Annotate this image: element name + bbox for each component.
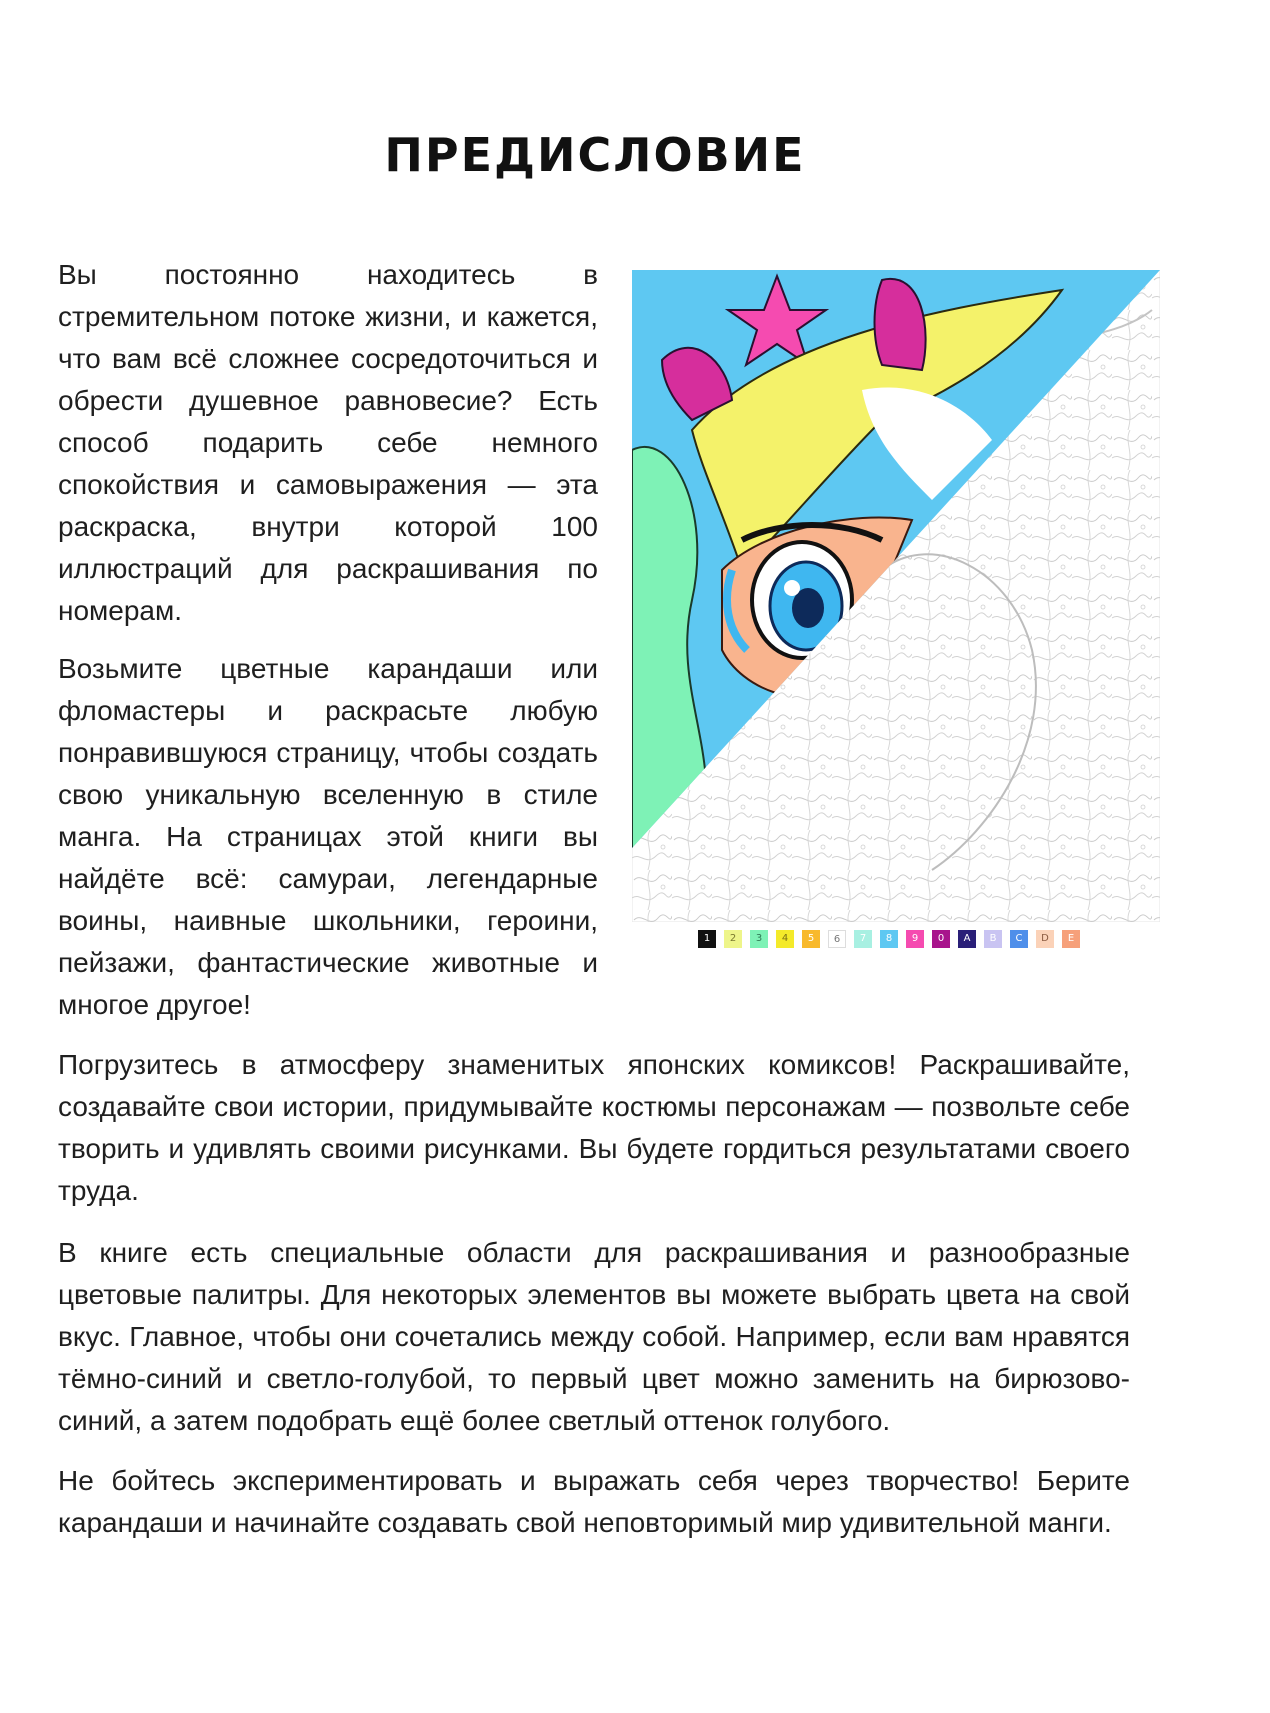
page-title: ПРЕДИСЛОВИЕ (384, 128, 806, 182)
palette-swatch-7: 7 (854, 930, 872, 948)
palette-swatch-A: A (958, 930, 976, 948)
eye-highlight (784, 580, 800, 596)
paragraph-palettes: В книге есть специальные области для раскрашивания и разнообразные цветовые палитры. Для некоторых элементов вы можете выбрать цвета на свой вкус. Главное, чтобы они сочетались между собой. Например, если вам нравятся тёмно-синий и светло-голубой, то первый цвет можно заменить на бирюзово-синий, а затем подобрать ещё более светлый оттенок голубого. (58, 1237, 1130, 1436)
paragraph-experiment: Не бойтесь экспериментировать и выражать себя через творчество! Берите карандаши и начинайте создавать свой неповторимый мир удивительной манги. (58, 1465, 1130, 1538)
palette-swatch-D: D (1036, 930, 1054, 948)
palette-swatch-4: 4 (776, 930, 794, 948)
palette-swatch-0: 0 (932, 930, 950, 948)
palette-swatch-2: 2 (724, 930, 742, 948)
paragraph-comics: Погрузитесь в атмосферу знаменитых японских комиксов! Раскрашивайте, создавайте свои истории, придумывайте костюмы персонажам — позвольте себе творить и удивлять своими рисунками. Вы будете гордиться результатами своего труда. (58, 1049, 1130, 1206)
palette-swatch-8: 8 (880, 930, 898, 948)
palette-swatch-5: 5 (802, 930, 820, 948)
palette-swatch-9: 9 (906, 930, 924, 948)
palette-swatch-E: E (1062, 930, 1080, 948)
paragraph-intro: Вы постоянно находитесь в стремительном потоке жизни, и кажется, что вам всё сложнее сосредоточиться и обрести душевное равновесие? Есть способ подарить себе немного спокойствия и самовыражения — эта раскраска, внутри которой 100 иллюстраций для раскрашивания по номерам. (58, 259, 598, 626)
palette-swatch-B: B (984, 930, 1002, 948)
color-palette (698, 930, 1080, 948)
palette-swatch-C: C (1010, 930, 1028, 948)
palette-swatch-6: 6 (828, 930, 846, 948)
illustration-svg (632, 270, 1160, 922)
paragraph-pencils: Возьмите цветные карандаши или фломастеры и раскрасьте любую понравившуюся страницу, чтобы создать свою уникальную вселенную в стиле манга. На страницах этой книги вы найдёте всё: самураи, легендарные воины, наивные школьники, героини, пейзажи, фантастические животные и многое другое! (58, 653, 598, 1020)
palette-swatch-1: 1 (698, 930, 716, 948)
palette-swatch-3: 3 (750, 930, 768, 948)
manga-coloring-illustration (632, 270, 1160, 922)
